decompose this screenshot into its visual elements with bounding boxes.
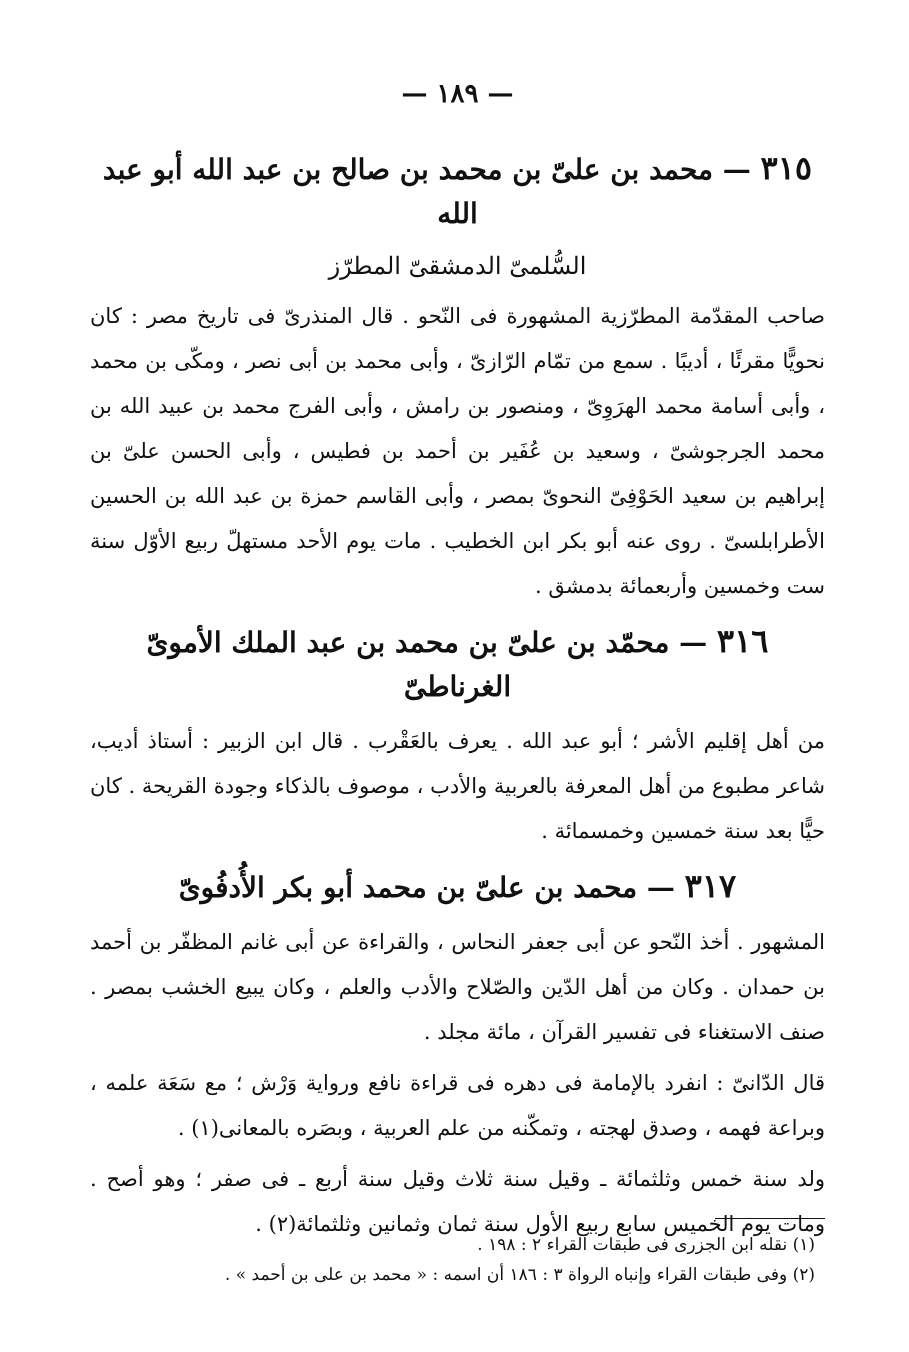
entry-heading-316: [90, 619, 825, 709]
entry-paragraph: المشهور . أخذ النّحو عن أبى جعفر النحاس ، والقراءة عن أبى غانم المظفّر بن أحمد بن حمدان . وكان من أهل الدّين والصّلاح والأدب والعلم ، وكان يبيع الخشب بمصر . صنف الاستغناء فى تفسير القرآن ، مائة مجلد .: [90, 930, 825, 1044]
entry-number: ٣١٧: [684, 867, 737, 905]
entry-paragraph: ولد سنة خمس وثلثمائة ـ وقيل سنة ثلاث وقيل سنة أربع ـ فى صفر ؛ وهو أصح . ومات يوم الخميس سابع ربيع الأول سنة ثمان وثمانين وثلثمائة(٢) .: [90, 1167, 825, 1236]
entry-title: محمد بن علىّ بن محمد بن صالح بن عبد الله أبو عبد الله: [102, 153, 714, 230]
entry-title: محمد بن علىّ بن محمد أبو بكر الأُدفُوىّ: [178, 871, 638, 904]
entry-paragraph: قال الدّانىّ : انفرد بالإمامة فى دهره فى قراءة نافع ورواية وَرْش ؛ مع سَعَة علمه ، وبراعة فهمه ، وصدق لهجته ، وتمكّنه من علم العربية ، وبصَره بالمعانى(١) .: [90, 1071, 825, 1140]
entry-dash: —: [713, 153, 751, 186]
footnote-2: (٢) وفى طبقات القراء وإنباه الرواة ٣ : ١٨٦ أن اسمه : « محمد بن على بن أحمد » .: [224, 1265, 815, 1285]
entry-paragraph: من أهل إقليم الأشر ؛ أبو عبد الله . يعرف بالعَقْرب . قال ابن الزبير : أستاذ أديب، شاعر مطبوع من أهل المعرفة بالعربية والأدب ، موصوف بالذكاء وجودة القريحة . كان حيًّا بعد سنة خمسين وخمسمائة .: [90, 729, 825, 843]
footnote-divider: [715, 1218, 825, 1219]
footnotes: [90, 1230, 825, 1290]
page-number: — ١٨٩ —: [401, 79, 514, 109]
entry-number: ٣١٦: [716, 622, 769, 660]
entry-dash: —: [637, 871, 675, 904]
entry-number: ٣١٥: [760, 149, 813, 187]
page-body: [90, 70, 825, 1253]
entry-subheading-315: السُّلمىّ الدمشقىّ المطرّز: [328, 252, 587, 280]
entry-paragraph: صاحب المقدّمة المطرّزية المشهورة فى النّحو . قال المنذرىّ فى تاريخ مصر : كان نحويًّا مقرئًا ، أديبًا . سمع من تمّام الرّازىّ ، وأبى محمد بن أبى نصر ، ومكّى بن محمد ، وأبى أسامة محمد الهرَوِىّ ، ومنصور بن رامش ، وأبى الفرج محمد بن عبيد الله بن محمد الجرجوشىّ ، وسعيد بن عُفَير بن أحمد بن فطيس ، وأبى الحسن علىّ بن إبراهيم بن سعيد الحَوْفِىّ النحوىّ بمصر ، وأبى القاسم حمزة بن عبد الله بن الحسين الأطرابلسىّ . روى عنه أبو بكر ابن الخطيب . مات يوم الأحد مستهلّ ربيع الأوّل سنة ست وخمسين وأربعمائة بدمشق .: [90, 304, 825, 598]
entry-title: محمّد بن علىّ بن محمد بن عبد الملك الأموىّ الغرناطىّ: [146, 626, 670, 703]
entry-heading-315: [90, 146, 825, 236]
entry-heading-317: [90, 864, 825, 910]
footnote-1: (١) نقله ابن الجزرى فى طبقات القراء ٢ : ١٩٨ .: [477, 1235, 815, 1255]
entry-dash: —: [669, 626, 708, 659]
